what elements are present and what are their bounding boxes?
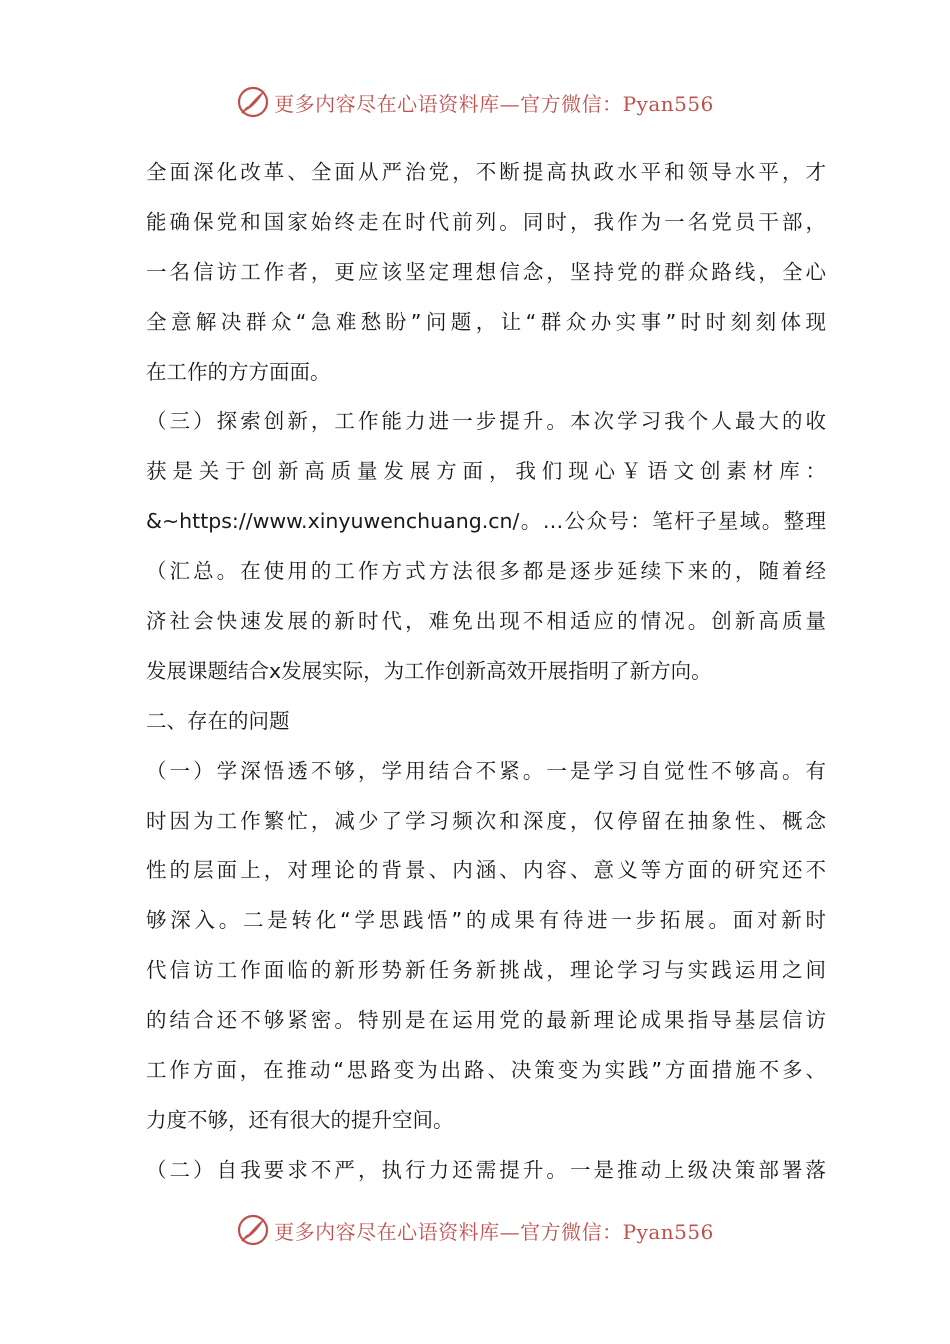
body-line: 能确保党和国家始终走在时代前列。同时，我作为一名党员干部， — [146, 209, 826, 234]
body-line: 一名信访工作者，更应该坚定理想信念，坚持党的群众路线，全心 — [146, 259, 826, 284]
header-banner — [0, 82, 950, 122]
body-line: （三）探索创新，工作能力进一步提升。本次学习我个人最大的收 — [146, 409, 826, 434]
body-line: 在工作的方方面面。 — [146, 359, 331, 384]
body-line: 时因为工作繁忙，减少了学习频次和深度，仅停留在抽象性、概念 — [146, 808, 826, 833]
body-line: 发展课题结合x发展实际，为工作创新高效开展指明了新方向。 — [146, 658, 712, 683]
quill-pen-logo-icon — [236, 85, 270, 119]
body-line: （汇总。在使用的工作方式方法很多都是逐步延续下来的，随着经 — [146, 559, 826, 584]
document-body — [146, 148, 826, 1196]
body-line: 工作方面，在推动“思路变为出路、决策变为实践”方面措施不多、 — [146, 1058, 826, 1083]
body-line: 济社会快速发展的新时代，难免出现不相适应的情况。创新高质量 — [146, 609, 826, 634]
body-line: （二）自我要求不严，执行力还需提升。一是推动上级决策部署落 — [146, 1157, 826, 1182]
header-banner-text: 更多内容尽在心语资料库—官方微信：Pyan556 — [274, 91, 714, 116]
body-line: 够深入。二是转化“学思践悟”的成果有待进一步拓展。面对新时 — [146, 908, 826, 933]
quill-pen-logo-icon — [236, 1213, 270, 1247]
footer-banner — [0, 1210, 950, 1250]
body-line: &~https://www.xinyuwenchuang.cn/。…公众号：笔杆子星域。整理 — [146, 509, 826, 534]
body-line: 获是关于创新高质量发展方面，我们现心￥语文创素材库： — [146, 459, 826, 484]
body-line: 力度不够，还有很大的提升空间。 — [146, 1107, 454, 1132]
body-line: 的结合还不够紧密。特别是在运用党的最新理论成果指导基层信访 — [146, 1008, 826, 1033]
body-line: 全面深化改革、全面从严治党，不断提高执政水平和领导水平，才 — [146, 160, 826, 184]
body-line: 性的层面上，对理论的背景、内涵、内容、意义等方面的研究还不 — [146, 858, 826, 883]
body-line: 代信访工作面临的新形势新任务新挑战，理论学习与实践运用之间 — [146, 958, 826, 983]
body-line: 全意解决群众“急难愁盼”问题，让“群众办实事”时时刻刻体现 — [146, 309, 826, 334]
footer-banner-text: 更多内容尽在心语资料库—官方微信：Pyan556 — [274, 1219, 714, 1244]
body-line: （一）学深悟透不够，学用结合不紧。一是学习自觉性不够高。有 — [146, 758, 826, 783]
section-heading: 二、存在的问题 — [146, 708, 290, 733]
